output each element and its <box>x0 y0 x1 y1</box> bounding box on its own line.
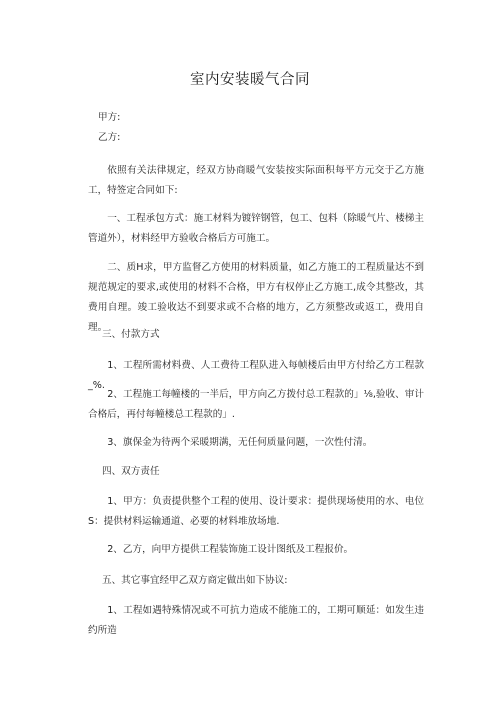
section-4-item-1: 1、甲方：负责提供整个工程的使用、设计要求：提供现场使用的水、电位S：提供材料运输通道、必要的材料堆放场地. <box>88 496 424 527</box>
document-title: 室内安装暖气合同 <box>190 72 310 88</box>
section-1-paragraph: 一、工程承包方式：施工材料为镀锌钢管，包工、包料（除暖气片、楼梯主管道外），材料经甲方验收合格后方可施工。 <box>88 213 424 244</box>
section-5-item-1: 1、工程如遇特殊情况或不可抗力造成不能施工的，工期可顺延：如发生违约所造 <box>88 605 424 636</box>
section-4-item-2: 2、乙方，向甲方提供工程装饰施工设计图纸及工程报价。 <box>107 544 354 555</box>
section-4-heading: 四、双方责任 <box>102 466 160 477</box>
section-2-paragraph: 二、质H求，甲方监督乙方使用的材料质量，如乙方施工的工程质量达不到规范规定的要求,或使用的材料不合格，甲方有权停止乙方施工,成令其整改，其费用自理。竣工验收达不到要求或不合格的地方，乙方须整改或返工，费用自理。 <box>88 262 424 333</box>
party-b-label: 乙方: <box>98 132 121 143</box>
section-3-item-1: 1、工程所需材料费、人工费待工程队进入每帧楼后由甲方付给乙方工程款_%. <box>88 360 424 391</box>
section-5-heading: 五、其它事宜经甲乙双方商定做出如下协议: <box>102 575 288 586</box>
section-3-item-3: 3、旗保金为待两个采暖期满，无任何质量问题，一次性付清。 <box>107 437 373 448</box>
section-3-item-2: 2、工程施工每幢楼的一半后，甲方向乙方拨付总工程款的」⅛,验收、审计合格后，再付每幢楼总工程款的」. <box>88 389 424 420</box>
party-a-label: 甲方: <box>98 112 121 123</box>
intro-paragraph: 依照有关法律规定，经双方协商暖气安装按实际面积每平方元交于乙方施工，特签定合同如下: <box>88 165 424 196</box>
section-3-heading: 三、付款方式 <box>102 329 160 340</box>
